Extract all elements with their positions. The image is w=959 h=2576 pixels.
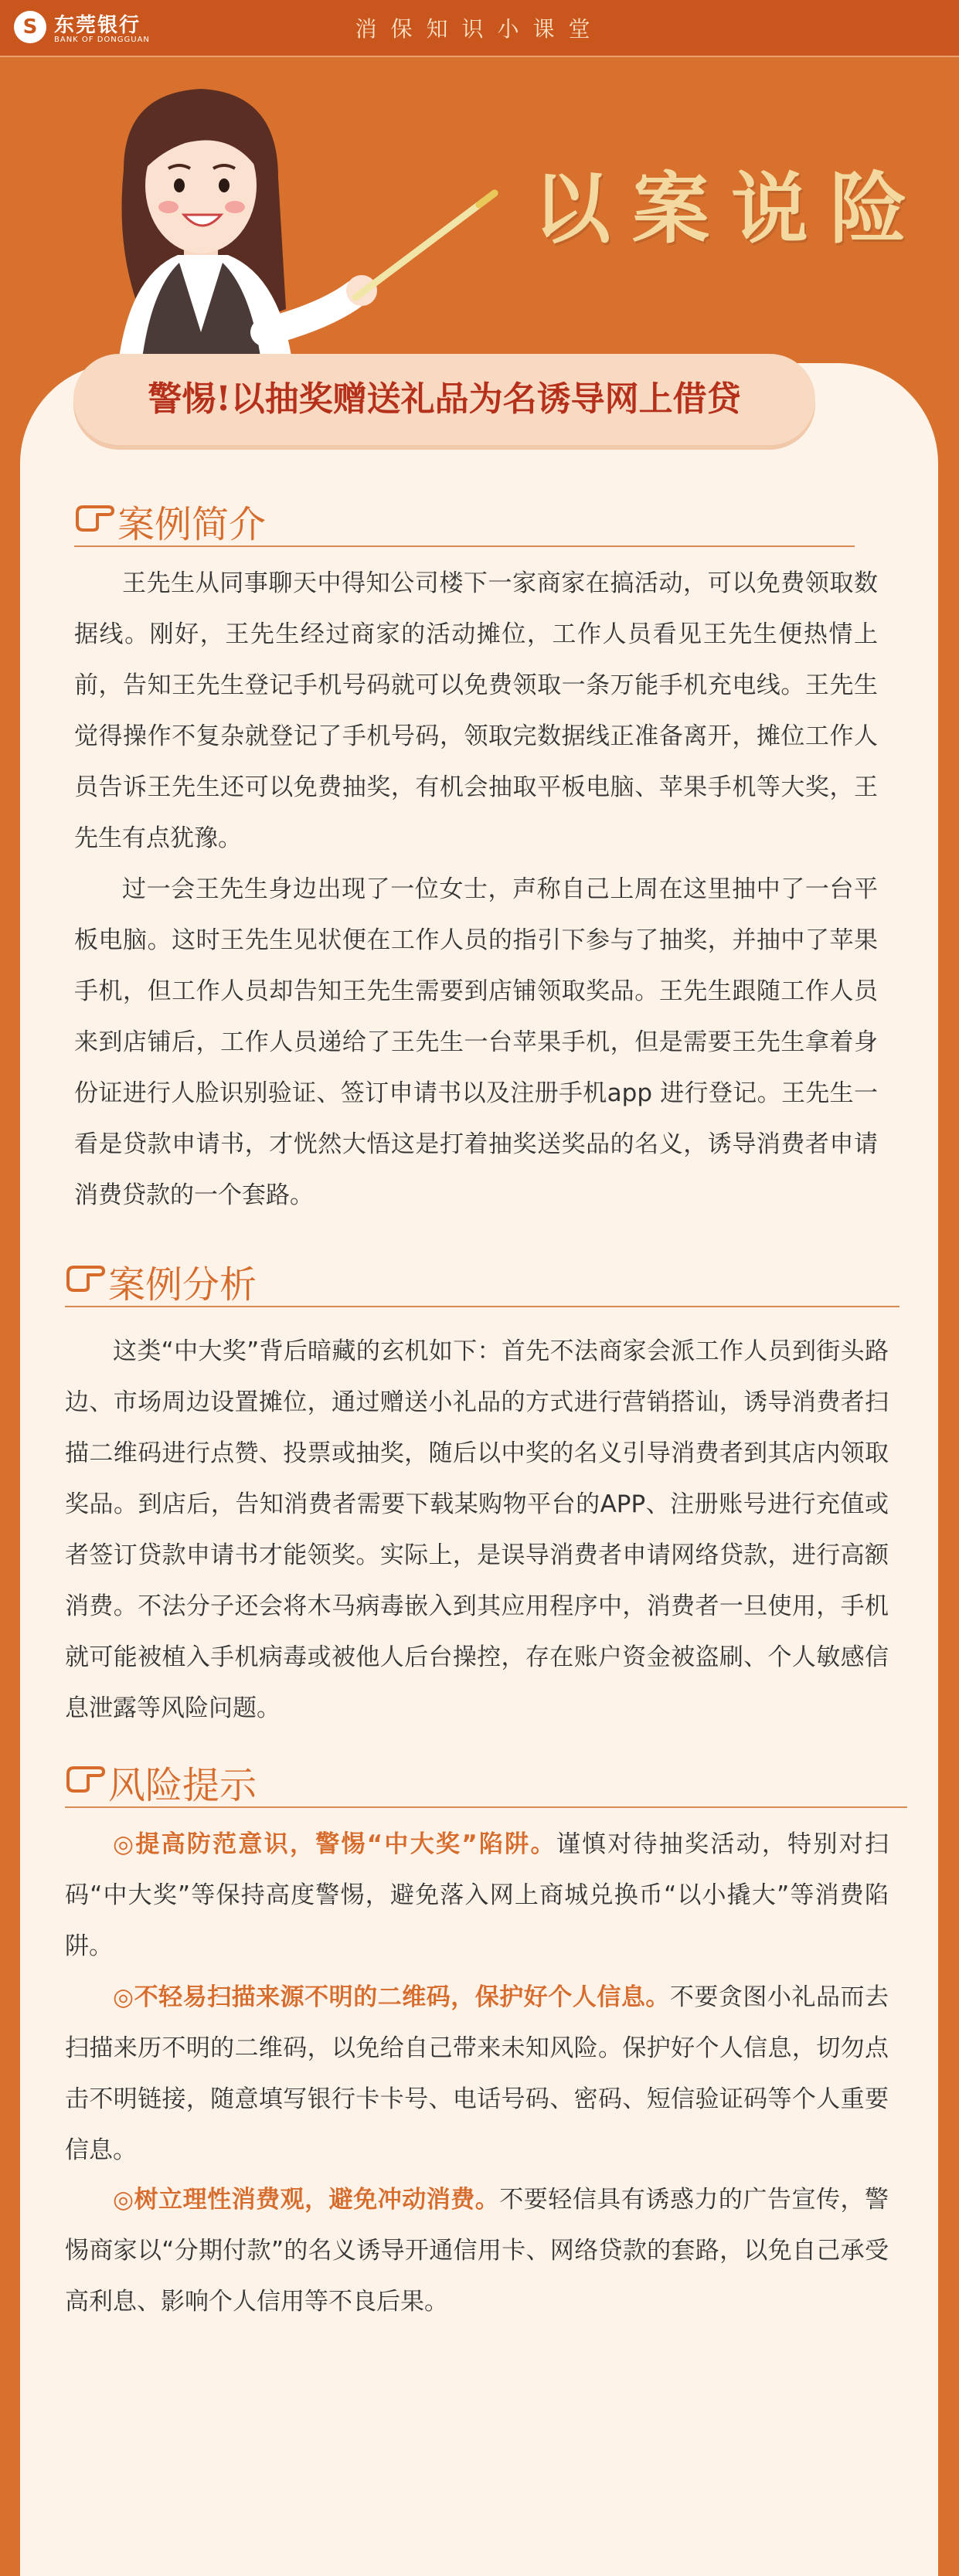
pointing-hand-icon (65, 1762, 107, 1793)
risk-tip-3-body: 不要轻信具有诱惑力的广告宣传，警惕商家以“分期付款”的名义诱导开通信用卡、网络贷款的套路，以免自己承受高利息、影响个人信用等不良后果。 (65, 2186, 889, 2316)
pointing-hand-icon (74, 501, 116, 532)
hero-subtitle: 警惕!以抽奖赠送礼品为名诱导网上借贷 (148, 379, 741, 419)
case-analysis-paragraph: 这类“中大奖”背后暗藏的玄机如下：首先不法商家会派工作人员到街头路边、市场周边设置摊位，通过赠送小礼品的方式进行营销搭讪，诱导消费者扫描二维码进行点赞、投票或抽奖，随后以中奖的名义引导消费者到其店内领取奖品。到店后，告知消费者需要下载某购物平台的APP、注册账号进行充值或者签订贷款申请书才能领奖。实际上，是误导消费者申请网络贷款，进行高额消费。不法分子还会将木马病毒嵌入到其应用程序中，消费者一旦使用，手机就可能被植入手机病毒或被他人后台操控，存在账户资金被盗刷、个人敏感信息泄露等风险问题。 (65, 1337, 889, 1722)
risk-tip-2 (65, 1972, 889, 2176)
risk-tip-2-body: 不要贪图小礼品而去扫描来历不明的二维码，以免给自己带来未知风险。保护好个人信息，切勿点击不明链接，随意填写银行卡卡号、电话号码、密码、短信验证码等个人重要信息。 (65, 1983, 889, 2164)
section-case-intro-header (74, 494, 855, 547)
bank-name-en: BANK OF DONGGUAN (54, 36, 150, 44)
risk-tip-3-head: ◎树立理性消费观，避免冲动消费。 (113, 2186, 500, 2214)
top-bar (0, 0, 959, 57)
section-title: 案例简介 (117, 503, 267, 546)
header-title: 消保知识小课堂 (355, 16, 604, 42)
risk-tip-1-head: ◎提高防范意识，警惕“中大奖”陷阱。 (113, 1830, 556, 1858)
case-intro-paragraph-1: 王先生从同事聊天中得知公司楼下一家商家在搞活动，可以免费领取数据线。刚好，王先生经过商家的活动摊位，工作人员看见王先生便热情上前，告知王先生登记手机号码就可以免费领取一条万能手机充电线。王先生觉得操作不复杂就登记了手机号码，领取完数据线正准备离开，摊位工作人员告诉王先生还可以免费抽奖，有机会抽取平板电脑、苹果手机等大奖，王先生有点犹豫。 (74, 569, 878, 852)
teacher-illustration (93, 77, 525, 386)
section-title: 风险提示 (108, 1764, 257, 1807)
risk-tip-1 (65, 1819, 889, 1972)
hero-title: 以案说险 (533, 163, 929, 254)
bank-logo-icon: S (14, 11, 46, 43)
bank-name: 东莞银行 (54, 14, 141, 37)
risk-tip-1-body: 谨慎对待抽奖活动，特别对扫码“中大奖”等保持高度警惕，避免落入网上商城兑换币“以小撬大”等消费陷阱。 (65, 1830, 889, 1960)
pointing-hand-icon (65, 1261, 107, 1292)
case-intro-paragraph-2: 过一会王先生身边出现了一位女士，声称自己上周在这里抽中了一台平板电脑。这时王先生见状便在工作人员的指引下参与了抽奖，并抽中了苹果手机，但工作人员却告知王先生需要到店铺领取奖品。王先生跟随工作人员来到店铺后，工作人员递给了王先生一台苹果手机，但是需要王先生拿着身份证进行人脸识别验证、签订申请书以及注册手机app 进行登记。王先生一看是贷款申请书，才恍然大悟这是打着抽奖送奖品的名义，诱导消费者申请消费贷款的一个套路。 (74, 875, 878, 1209)
section-risk-tips-header (65, 1755, 907, 1808)
risk-tip-3 (65, 2174, 889, 2327)
section-case-analysis-header (65, 1255, 899, 1307)
section-title: 案例分析 (108, 1263, 257, 1307)
risk-tip-2-head: ◎不轻易扫描来源不明的二维码，保护好个人信息。 (113, 1983, 670, 2011)
